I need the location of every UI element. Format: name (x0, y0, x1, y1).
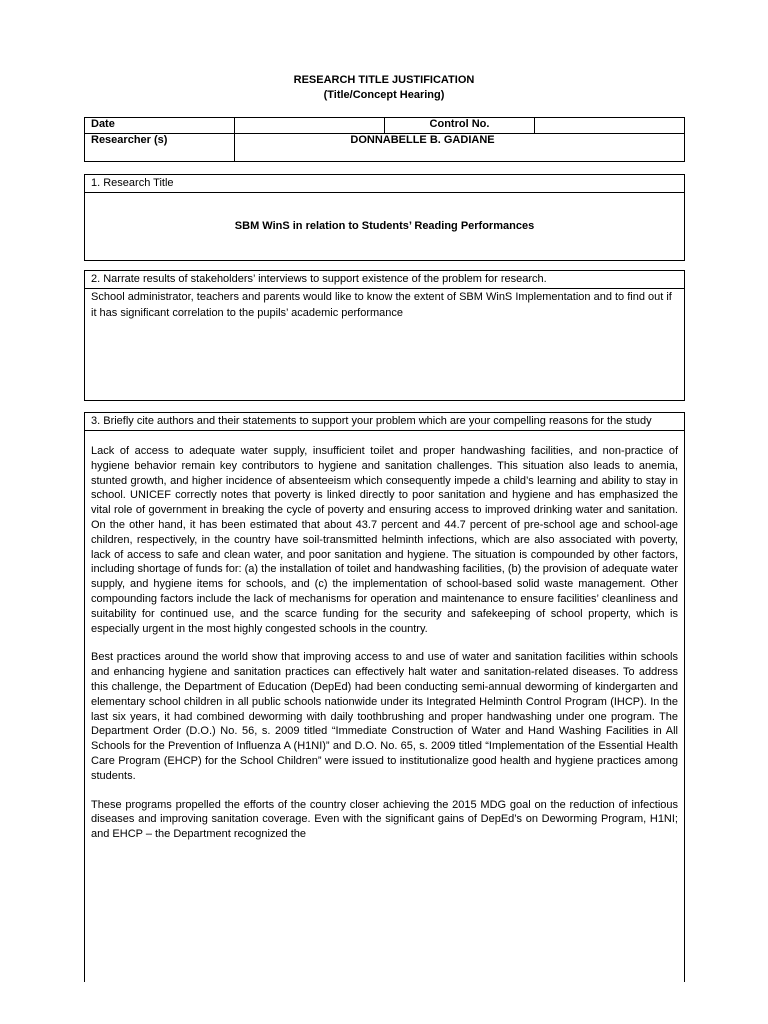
document-subtitle: (Title/Concept Hearing) (323, 89, 445, 101)
section2-heading: 2. Narrate results of stakeholders’ interviews to support existence of the problem for research. (85, 271, 684, 289)
section3-paragraph-1: Lack of access to adequate water supply, insufficient toilet and proper handwashing facilities, and non-practice of hygiene behavior remain key contributors to hygiene and sanitation challenges. This situation also leads to anemia, stunted growth, and higher incidence of absenteeism which consequently impede a child’s learning and ability to stay in school. UNICEF correctly notes that poverty is linked directly to poor sanitation and hygiene and has emphasized the vital role of government in breaking the cycle of poverty and ensuring access to improved drinking water and sanitation. On the other hand, it has been estimated that about 43.7 percent and 44.7 percent of pre-school age and school-age children, respectively, in the country have soil-transmitted helminth infections, which are also associated with poverty, lack of access to safe and clean water, and poor sanitation and hygiene. The situation is compounded by other factors, including shortage of funds for: (a) the installation of toilet and handwashing facilities, (b) the provision of adequate water supply, and hygiene items for schools, and (c) the implementation of school-based solid waste management. Other compounding factors include the lack of mechanisms for operation and maintenance to ensure facilities’ cleanliness and suitability for continued use, and the scarce funding for the security and safekeeping of school property, which is especially urgent in the most highly congested schools in the country. (91, 445, 678, 635)
control-no-value (535, 118, 685, 134)
section3-paragraph-2: Best practices around the world show that improving access to and use of water and sanitation facilities within schools and enhancing hygiene and sanitation practices can effectively halt water and sanitation-related diseases. To address this challenge, the Department of Education (DepEd) had been conducting semi-annual deworming of kindergarten and elementary school children in all public schools nationwide under its Integrated Helminth Control Program (IHCP). In the last six years, it had combined deworming with daily toothbrushing and proper handwashing under one program. The Department Order (D.O.) No. 56, s. 2009 titled “Immediate Construction of Water and Hand Washing Facilities in All Schools for the Prevention of Influenza A (H1NI)” and D.O. No. 65, s. 2009 titled “Implementation of the Essential Health Care Program (EHCP) for the School Children” were issued to institutionalize good health and hygiene practices among students. (91, 651, 678, 782)
document-title: RESEARCH TITLE JUSTIFICATION (293, 74, 475, 86)
researcher-value: DONNABELLE B. GADIANE (235, 134, 685, 162)
section-research-title (84, 174, 685, 261)
control-no-label: Control No. (385, 118, 535, 134)
section-cited-authors (84, 412, 685, 982)
section3-heading: 3. Briefly cite authors and their statements to support your problem which are your compelling reasons for the study (85, 413, 684, 431)
date-value (235, 118, 385, 134)
info-table (84, 117, 685, 162)
section1-heading: 1. Research Title (85, 175, 684, 193)
section3-paragraph-3: These programs propelled the efforts of the country closer achieving the 2015 MDG goal on the reduction of infectious diseases and improving sanitation coverage. Even with the significant gains of DepEd’s on Deworming Program, H1NI; and EHCP – the Department recognized the (91, 798, 678, 841)
section-stakeholder-interviews (84, 270, 685, 401)
researcher-label: Researcher (s) (85, 134, 235, 162)
date-label: Date (85, 118, 235, 134)
research-title-text: SBM WinS in relation to Students’ Reading Performances (234, 220, 535, 232)
section3-body (85, 431, 684, 842)
section2-body: School administrator, teachers and parents would like to know the extent of SBM WinS Implementation and to find out if it has significant correlation to the pupils’ academic performance (91, 291, 672, 319)
